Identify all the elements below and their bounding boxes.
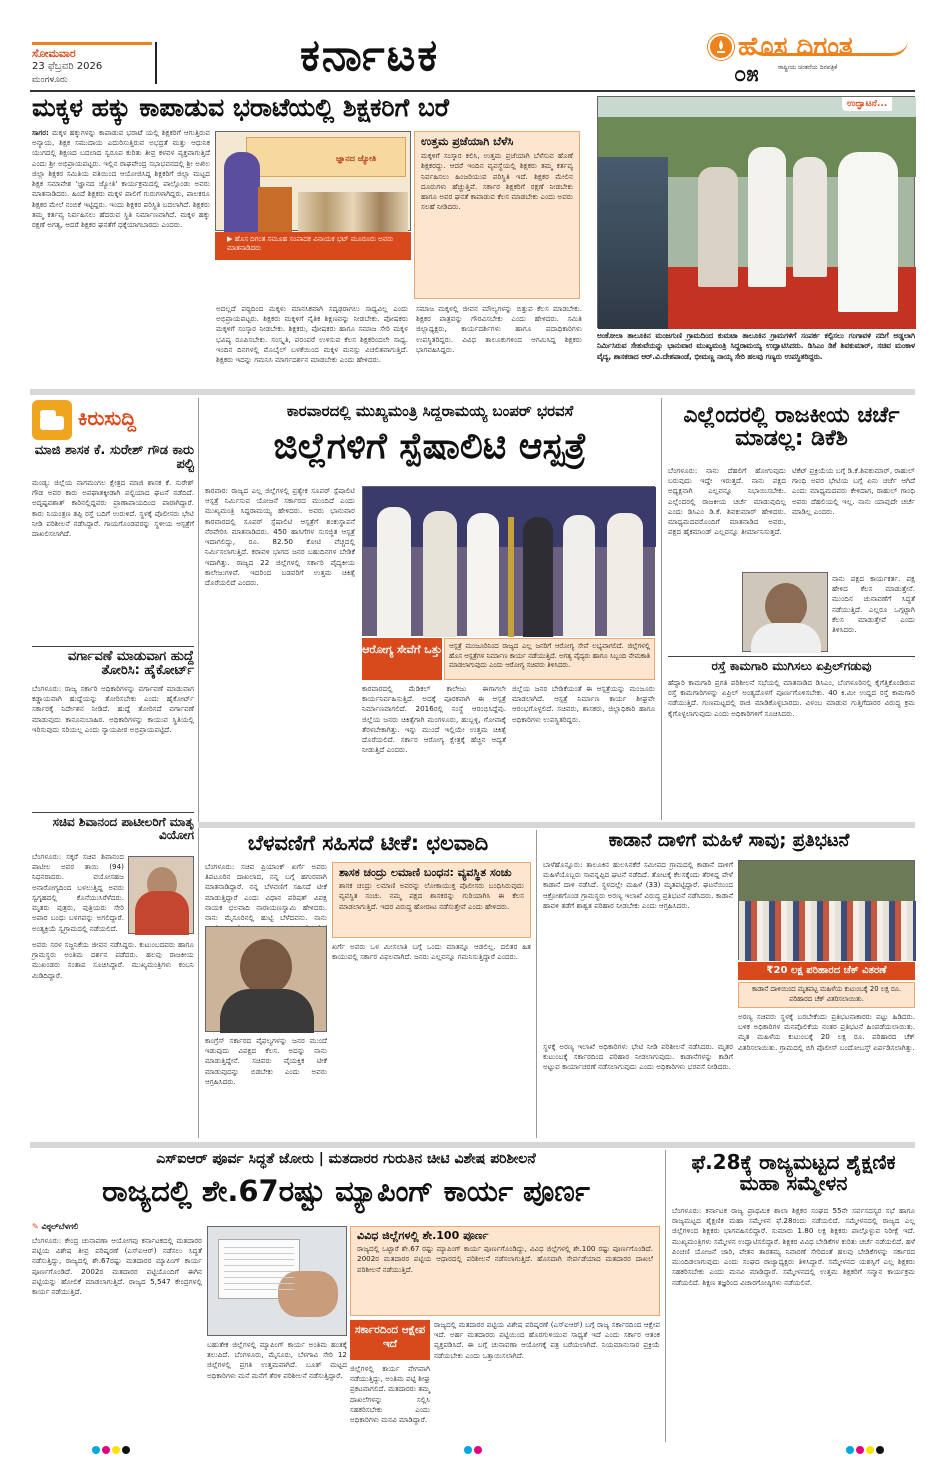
reg-mark [112,1446,120,1454]
portrait-body [751,623,821,653]
elephant-caption: ಕಾಡಾನೆ ದಾಳಿಯಿಂದ ಮೃತಪಟ್ಟ ಮಹಿಳೆಯ ಕುಟುಂಬಕ್ಕೆ 20 ಲಕ್ಷ ರೂ. ಪರಿಹಾರದ ಚೆಕ್ ವಿತರಿಸಲಾಯಿತು. [751,985,902,1003]
masthead [0,0,945,92]
dignitary [377,507,411,637]
story1-sidebox [414,131,580,299]
dignitary [423,511,457,637]
story1-col1 [32,128,210,386]
kiru-item3-title: ಸಚಿವ ಶಿವಾನಂದ ಪಾಟೀಲರಿಗೆ ಮಾತೃ ವಿಯೋಗ [52,815,194,842]
dignitary [607,513,643,637]
podium [258,187,292,232]
caption-arrow-icon: ▶ [227,235,233,243]
dks-road-text: ಹೆದ್ದಾರಿ ಕಾಮಗಾರಿ ಪ್ರಗತಿ ಪರಿಶೀಲನೆ ಸಭೆಯಲ್ಲಿ ಮಾತನಾಡಿದ ಡಿಸಿಎಂ, ಬೆಂಗಳೂರಿನಲ್ಲಿ ಕೈಗೆತ್ತಿಕೊಂಡಿರುವ ರಸ್ತೆ ಕಾಮಗಾರಿಗಳನ್ನು ಏಪ್ರಿಲ್ ಅಂತ್ಯದೊಳಗೆ ಪೂರ್ಣಗೊಳಿಸಬೇಕು. 40 ಕಿ.ಮೀ ಉದ್ದದ ರಸ್ತೆ ಕಾಮಗಾರಿ ನಡೆಯುತ್ತಿದೆ. ಗುಣಮಟ್ಟದಲ್ಲಿ ರಾಜಿ ಮಾಡಿಕೊಳ್ಳಬಾರದು. ವಿಳಂಬ ಮಾಡುವ ಗುತ್ತಿಗೆದಾರರ ವಿರುದ್ಧ ಕ್ರಮ ಕೈಗೊಳ್ಳಲಾಗುವುದು ಎಂದು ಅಧಿಕಾರಿಗಳಿಗೆ ಸೂಚಿಸಿದರು. [668,678,915,718]
dks-col3: ನಾನು ಪಕ್ಷದ ಕಾರ್ಯಕರ್ತ. ಪಕ್ಷ ಹೇಳಿದ ಕೆಲಸ ಮಾಡುತ್ತೇನೆ. ಮುಂದಿನ ಚುನಾವಣೆಗೆ ಸಿದ್ಧತೆ ನಡೆಯುತ್ತಿದೆ. ಎಲ್ಲರೂ ಒಗ್ಗಟ್ಟಾಗಿ ಕೆಲಸ ಮಾಡುತ್ತೇವೆ ಎಂದು ತಿಳಿಸಿದರು. [832,574,915,635]
bhalavadi-photo [205,926,327,1032]
section-title: ಕರ್ನಾಟಕ [300,30,440,81]
page-number: ೦೫ [734,62,759,87]
paper-tagline: ರಾಷ್ಟ್ರೀಯ ಚಿಂತನೆಯ ದಿನಪತ್ರಿಕೆ [778,64,838,71]
elephant-headline: ಕಾಡಾನೆ ದಾಳಿಗೆ ಮಹಿಳೆ ಸಾವು; ಪ್ರತಿಭಟನೆ [608,830,850,851]
sir-box-text: ರಾಜ್ಯದಲ್ಲಿ ಒಟ್ಟಾರೆ ಶೇ.67 ರಷ್ಟು ಮ್ಯಾಪಿಂಗ್ ಕಾರ್ಯ ಪೂರ್ಣಗೊಂಡಿದ್ದು, ವಿವಿಧ ಜಿಲ್ಲೆಗಳಲ್ಲಿ ಶೇ.100 ರಷ್ಟು ಪೂರ್ಣಗೊಂಡಿದೆ. 2002ರ ಮತದಾರರ ಪಟ್ಟಿಯ ಆಧಾರದಲ್ಲಿ ಪರಿಶೀಲನೆ ನಡೆಸಲಾಗುತ್ತಿದೆ. ಹೊಸದಾಗಿ ಸೇರ್ಪಡೆಯಾದ ಮತದಾರರ ದಾಖಲೆ ಪರಿಶೀಲನೆ ನಡೆಯುತ್ತಿದೆ. [357,1244,653,1274]
story1-caption-text: ಹೊಸ ದಿಗಂತ ಸಮೂಹ ಸಂಪಾದಕ ವಿನಾಯಕ ಭಟ್ ಮೂರೂರು ಅವರು ಮಾತನಾಡಿದರು [227,235,394,253]
bhalavadi-headline: ಬೆಳವಣಿಗೆ ಸಹಿಸದೆ ಟೀಕೆ: ಛಲವಾದಿ [247,831,489,855]
band-bottom [30,1142,915,1148]
sir-col2: ಬಹುತೇಕ ಜಿಲ್ಲೆಗಳಲ್ಲಿ ಮ್ಯಾಪಿಂಗ್ ಕಾರ್ಯ ಅಂತಿಮ ಹಂತಕ್ಕೆ ತಲುಪಿದೆ. ಬೆಂಗಳೂರು, ಮೈಸೂರು, ಬೆಳಗಾವಿ ಸೇರಿ 12 ಜಿಲ್ಲೆಗಳಲ್ಲಿ ಪ್ರಗತಿ ಉತ್ತಮವಾಗಿದೆ. ಬೂತ್ ಮಟ್ಟದ ಅಧಿಕಾರಿಗಳು ಮನೆ ಮನೆಗೆ ತೆರಳಿ ಪರಿಶೀಲನೆ ನಡೆಸುತ್ತಿದ್ದಾರೆ. [207,1340,347,1380]
sir-box [350,1226,660,1316]
sir-byline [32,1222,212,1234]
sir-byline-text: ವಿಠ್ಠಲ್‌ಬೆಳಗಲಿ [41,1222,79,1231]
band-top [30,389,915,395]
kiru-divider [198,398,199,1138]
form-lines [224,1247,294,1291]
reg-mark [846,1446,854,1454]
portrait-body [220,989,314,1033]
crowd [739,901,916,961]
portrait-shawl [135,891,189,935]
cm-divider [661,398,662,820]
date-box [32,42,152,85]
inauguration-label: ಉದ್ಘಾಟನೆ... [842,97,892,111]
reg-mark [122,1446,130,1454]
bhalavadi-box [332,862,531,938]
kiru-item2-text: ಬೆಂಗಳೂರು: ರಾಜ್ಯ ಸರ್ಕಾರಿ ಅಧಿಕಾರಿಗಳನ್ನು ವರ್ಗಾವಣೆ ಮಾಡುವಾಗ ಕಡ್ಡಾಯವಾಗಿ ಹುದ್ದೆಯನ್ನು ತೋರಿಸಬೇಕು ಎಂದು ಹೈಕೋರ್ಟ್ ಸರ್ಕಾರಕ್ಕೆ ನಿರ್ದೇಶನ ನೀಡಿದೆ. ಹುದ್ದೆ ತೋರಿಸದೆ ವರ್ಗಾವಣೆ ಮಾಡುವುದು ಕಾನೂನುಬಾಹಿರ. ಅಧಿಕಾರಿಗಳನ್ನು ಕಾಯುವ ಸ್ಥಿತಿಯಲ್ಲಿ ಇರಿಸುವುದು ಸರಿಯಲ್ಲ ಎಂದು ನ್ಯಾಯಪೀಠ ಅಭಿಪ್ರಾಯಪಟ್ಟಿದೆ. [32,684,194,734]
kiru-rule-1 [32,646,194,647]
bhalavadi-box-title: ಶಾಸಕ ಚಂದ್ರು ಲಮಾಣಿ ಬಂಧನ: ವ್ಯವಸ್ಥಿತ ಸಂಚು [339,866,512,879]
dignitary [467,513,499,637]
elephant-photo [738,860,915,960]
sidebox-text: ಮಕ್ಕಳಿಗೆ ಸಂಸ್ಕಾರ ಕಲಿಸಿ, ಉತ್ತಮ ಪ್ರಜೆಯಾಗಿ ಬೆಳೆಸುವ ಹೊಣೆ ಶಿಕ್ಷಕರದ್ದು. ಆದರೆ ಇಂದಿನ ವ್ಯವಸ್ಥೆಯಲ್ಲಿ ಶಿಕ್ಷಕರು ತಮ್ಮ ಕರ್ತವ್ಯ ನಿರ್ವಹಿಸಲು ಹಿಂಜರಿಯುವ ಪರಿಸ್ಥಿತಿ ಇದೆ. ಶಿಕ್ಷಕರ ಮೇಲಿನ ದೂರುಗಳು ಹೆಚ್ಚುತ್ತಿವೆ. ಸರ್ಕಾರ ಶಿಕ್ಷಕರಿಗೆ ರಕ್ಷಣೆ ನೀಡಬೇಕು ಹಾಗೂ ಅವರ ಘನತೆ ಕಾಪಾಡುವ ಕೆಲಸ ಮಾಡಬೇಕು ಎಂದು ಅವರು ಸಲಹೆ ನೀಡಿದರು. [421,151,573,212]
kiru-item1-text: ಮಂಡ್ಯ: ಜಿಲ್ಲೆಯ ನಾಗಮಂಗಲ ಕ್ಷೇತ್ರದ ಮಾಜಿ ಶಾಸಕ ಕೆ. ಸುರೇಶ್ ಗೌಡ ಅವರ ಕಾರು ಅಪಘಾತಕ್ಕೀಡಾಗಿ ಪಲ್ಟಿಯಾದ ಘಟನೆ ನಡೆದಿದೆ. ಅದೃಷ್ಟವಶಾತ್ ಕಾರಿನಲ್ಲಿದ್ದವರು ಪ್ರಾಣಾಪಾಯದಿಂದ ಪಾರಾಗಿದ್ದಾರೆ. ಕಾರು ನಿಯಂತ್ರಣ ತಪ್ಪಿ ರಸ್ತೆ ಬದಿಗೆ ಉರುಳಿದೆ. ಸ್ಥಳಕ್ಕೆ ಪೊಲೀಸರು ಭೇಟಿ ನೀಡಿ ಪರಿಶೀಲನೆ ನಡೆಸಿದ್ದಾರೆ. ಗಾಯಗೊಂಡವರನ್ನು ಸ್ಥಳೀಯ ಆಸ್ಪತ್ರೆಗೆ ದಾಖಲಿಸಲಾಗಿದೆ. [32,478,194,539]
sir-box-title: ವಿವಿಧ ಜಿಲ್ಲೆಗಳಲ್ಲಿ ಶೇ.100 ಪೂರ್ಣ [357,1229,489,1242]
sir-gov-text: ರಾಜ್ಯದಲ್ಲಿ ಮತದಾರರ ಪಟ್ಟಿಯ ವಿಶೇಷ ಪರಿಷ್ಕರಣೆ (ಎಸ್‌ಐಆರ್) ಬಗ್ಗೆ ರಾಜ್ಯ ಸರ್ಕಾರದಿಂದ ಆಕ್ಷೇಪ ಇದೆ. ಅರ್ಹ ಮತದಾರರು ಪಟ್ಟಿಯಿಂದ ಹೊರಗುಳಿಯುವ ಸಾಧ್ಯತೆ ಇದೆ ಎಂದು ಸರ್ಕಾರ ಆತಂಕ ವ್ಯಕ್ತಪಡಿಸಿದೆ. ಈ ಬಗ್ಗೆ ಚುನಾವಣಾ ಆಯೋಗಕ್ಕೆ ಪತ್ರ ಬರೆಯಲಾಗಿದೆ. ನಿಯಮಾನುಸಾರ ಪ್ರಕ್ರಿಯೆ ನಡೆಯಬೇಕು ಎಂದು ಒತ್ತಾಯಿಸಲಾಗಿದೆ. [434,1320,660,1360]
kiru-obituary-photo [128,856,194,934]
elephant-caption-box [738,982,915,1008]
story1-dateline: ಸಾಗರ: [32,128,49,137]
kiru-item3-text-tail: ಅವರು ಸರಳ ಸಜ್ಜನಿಕೆಯ ಜೀವನ ನಡೆಸಿದ್ದರು. ಕುಟುಂಬದವರು ಹಾಗೂ ಗ್ರಾಮಸ್ಥರು ಅಂತಿಮ ದರ್ಶನ ಪಡೆದರು. ಹಲವು ರಾಜಕೀಯ ಮುಖಂಡರು ಸಂತಾಪ ಸೂಚಿಸಿದ್ದಾರೆ. ಮುಖ್ಯಮಂತ್ರಿಗಳು ಕಂಬನಿ ಮಿಡಿದಿದ್ದಾರೆ. [32,940,194,980]
story1-caption [215,232,411,260]
speaker-figure [224,152,260,232]
cm-col3: ಜಿಲ್ಲೆಯ ಜನರ ಬೇಡಿಕೆಯಂತೆ ಈ ಆಸ್ಪತ್ರೆಯನ್ನು ಮಂಜೂರು ಮಾಡಲಾಗಿದೆ. ಆಸ್ಪತ್ರೆ ನಿರ್ಮಾಣ ಕಾರ್ಯ ಶೀಘ್ರವೇ ಆರಂಭಗೊಳ್ಳಲಿದೆ. ಸಚಿವರು, ಶಾಸಕರು, ಜಿಲ್ಲಾಧಿಕಾರಿ ಹಾಗೂ ಅಧಿಕಾರಿಗಳು ಉಪಸ್ಥಿತರಿದ್ದರು. [512,684,655,724]
dks-col2: ಟಿಕೆಟ್ ಪ್ರಕ್ರಿಯೆಯ ಬಗ್ಗೆ ಡಿ.ಕೆ.ಶಿವಕುಮಾರ್, ರಾಹುಲ್ ಗಾಂಧಿ ಅವರ ಭೇಟಿಯ ಬಗ್ಗೆ ಏನು ಚರ್ಚೆ ಆಗಿದೆ ಎಂದು ಮಾಧ್ಯಮದವರು ಕೇಳಿದಾಗ, ರಾಹುಲ್ ಗಾಂಧಿ ಅವರು ದೆಹಲಿಯಲ್ಲಿ ಇಲ್ಲ. ನಾನು ಯಾವುದೇ ಚರ್ಚೆ ಮಾಡಿಲ್ಲ ಎಂದರು. [792,466,915,516]
kiru-item3-text: ಬೆಂಗಳೂರು: ಸಕ್ಕರೆ ಸಚಿವ ಶಿವಾನಂದ ಪಾಟೀಲ ಅವರ ತಾಯಿ (94) ನಿಧನರಾದರು. ವಯೋಸಹಜ ಅನಾರೋಗ್ಯದಿಂದ ಬಳಲುತ್ತಿದ್ದ ಅವರು ಸ್ವಗೃಹದಲ್ಲಿ ಕೊನೆಯುಸಿರೆಳೆದರು. ಮೃತರು ಪುತ್ರರು, ಪುತ್ರಿಯರು ಸೇರಿ ಅಪಾರ ಬಂಧು ಬಳಗವನ್ನು ಅಗಲಿದ್ದಾರೆ. ಅಂತ್ಯಕ್ರಿಯೆ ಸ್ವಗ್ರಾಮದಲ್ಲಿ ನಡೆಯಲಿದೆ. [32,852,124,933]
crowd-left [598,157,668,329]
logo-swoosh [748,40,908,56]
dks-col1: ಬೆಂಗಳೂರು: ನಾನು ದೆಹಲಿಗೆ ಹೋಗುವುದು ಬರುವುದು ಇದ್ದೇ ಇರುತ್ತದೆ. ನಾನು ಪಕ್ಷದ ಅಧ್ಯಕ್ಷನಾಗಿ ಎಲ್ಲವನ್ನೂ ನಿಭಾಯಿಸಬೇಕು. ಎಲ್ಲೆಂದರಲ್ಲಿ ರಾಜಕೀಯ ಚರ್ಚೆ ಮಾಡುವುದಿಲ್ಲ ಎಂದು ಡಿಸಿಎಂ ಡಿ.ಕೆ. ಶಿವಕುಮಾರ್ ಹೇಳಿದರು. ಮಾಧ್ಯಮದವರೊಂದಿಗೆ ಮಾತನಾಡಿದ ಅವರು, ಪಕ್ಷದ ಹೈಕಮಾಂಡ್ ಎಲ್ಲವನ್ನೂ ತೀರ್ಮಾನಿಸುತ್ತದೆ. [668,466,786,537]
dignitary [523,517,553,637]
kiru-item2-title: ವರ್ಗಾವಣೆ ಮಾಡುವಾಗ ಹುದ್ದೆ ತೋರಿಸಿ: ಹೈಕೋರ್ಟ್ [67,649,194,678]
cm-col2: ಕಾರವಾರದಲ್ಲಿ ಮೆಡಿಕಲ್ ಕಾಲೇಜು ಈಗಾಗಲೇ ಕಾರ್ಯನಿರ್ವಹಿಸುತ್ತಿದೆ. ಅದಕ್ಕೆ ಪೂರಕವಾಗಿ ಈ ಆಸ್ಪತ್ರೆ ನಿರ್ಮಾಣವಾಗಲಿದೆ. 2016ರಲ್ಲಿ ಸಂಸ್ಥೆ ಆರಂಭಿಸಿದ್ದೆವು. ಜಿಲ್ಲೆಯ ಜನರು ಚಿಕಿತ್ಸೆಗಾಗಿ ಮಂಗಳೂರು, ಹುಬ್ಬಳ್ಳಿ, ಗೋವಾಕ್ಕೆ ತೆರಳಬೇಕಾಗಿತ್ತು. ಇನ್ನು ಮುಂದೆ ಇಲ್ಲಿಯೇ ಉತ್ತಮ ಚಿಕಿತ್ಸೆ ದೊರೆಯಲಿದೆ. ಸರ್ಕಾರ ಆರೋಗ್ಯ ಕ್ಷೇತ್ರಕ್ಕೆ ಹೆಚ್ಚಿನ ಆದ್ಯತೆ ನೀಡುತ್ತಿದೆ ಎಂದರು. [362,684,506,755]
bhalavadi-col1: ಬೆಂಗಳೂರು: ಸಚಿವ ಪ್ರಿಯಾಂಕ್ ಖರ್ಗೆ ಅವರು ತಿಪಟೂರಿನ ದಾಖಲಾದ, ನನ್ನ ಬಗ್ಗೆ ಹಗುರವಾಗಿ ಮಾತನಾಡಿದ್ದಾರೆ. ನನ್ನ ಬೆಳವಣಿಗೆ ಸಹಿಸದೆ ಟೀಕೆ ಮಾಡುತ್ತಿದ್ದಾರೆ ಎಂದು ವಿಧಾನ ಪರಿಷತ್ ವಿಪಕ್ಷ ನಾಯಕ ಛಲವಾದಿ ನಾರಾಯಣಸ್ವಾಮಿ ಹೇಳಿದರು. ನಾನು ಮೈಸೂರಿನಲ್ಲಿ ಹುಟ್ಟಿ ಬೆಳೆದವನು. ನಾನು [205,862,327,923]
byline-pen-icon: ✎ [32,1222,39,1231]
reg-mark [876,1446,884,1454]
date: 23 ಫೆಬ್ರವರಿ 2026 [32,61,103,72]
story1-headline: ಮಕ್ಕಳ ಹಕ್ಕು ಕಾಪಾಡುವ ಭರಾಟೆಯಲ್ಲಿ ಶಿಕ್ಷಕರಿಗೆ ಬರೆ [32,93,449,122]
bhalavadi-divider [536,830,537,1138]
weekday: ಸೋಮವಾರ [32,47,76,60]
guests-row [298,192,408,232]
reg-mark [856,1446,864,1454]
stage-banner-text: ಜ್ಞಾನದ ಜ್ಯೋತಿ [336,154,377,163]
sir-col1: ಬೆಂಗಳೂರು: ಕೇಂದ್ರ ಚುನಾವಣಾ ಆಯೋಗವು ಕರ್ನಾಟಕದಲ್ಲಿ ಮತದಾರರ ಪಟ್ಟಿಯ ವಿಶೇಷ ತೀವ್ರ ಪರಿಷ್ಕರಣೆ (ಎಸ್‌ಐಆರ್) ನಡೆಸಲು ಸಿದ್ಧತೆ ನಡೆಸುತ್ತಿದ್ದು, ರಾಜ್ಯದಲ್ಲಿ ಶೇ.67ರಷ್ಟು ಮತದಾರರ ಮ್ಯಾಪಿಂಗ್ ಕಾರ್ಯ ಪೂರ್ಣಗೊಂಡಿದೆ. 2002ರ ಮತದಾರರ ಪಟ್ಟಿಯೊಂದಿಗೆ ಈಗಿನ ಪಟ್ಟಿಯನ್ನು ಹೋಲಿಕೆ ಮಾಡಲಾಗುತ್ತಿದೆ. ರಾಜ್ಯದ 5,547 ಕೇಂದ್ರಗಳಲ್ಲಿ ಕಾರ್ಯ ನಡೆಯುತ್ತಿದೆ. [32,1236,202,1297]
inauguration-photo [597,96,915,328]
paper-name: ಹೊಸ ದಿಗಂತ [738,32,853,62]
reg-mark [866,1446,874,1454]
story1-col3: ಸಮಾಜ ಮಕ್ಕಳಲ್ಲಿ ಜೀವನ ಮೌಲ್ಯಗಳನ್ನು ಬಿತ್ತುವ ಕೆಲಸ ಮಾಡಬೇಕು. ಶಿಕ್ಷಕರ ಪಾತ್ರವನ್ನು ಗೌರವಿಸಬೇಕು ಎಂದು ಹೇಳಿದರು. ಸಮಿತಿ ಜಿಲ್ಲಾಧ್ಯಕ್ಷರು, ಕಾರ್ಯದರ್ಶಿಗಳು ಹಾಗೂ ಪದಾಧಿಕಾರಿಗಳು ಉಪಸ್ಥಿತರಿದ್ದರು. ವಿವಿಧ ತಾಲೂಕುಗಳಿಂದ ಆಗಮಿಸಿದ್ದ ಶಿಕ್ಷಕರು ಭಾಗವಹಿಸಿದ್ದರು. [416,304,582,354]
logo [698,30,913,88]
kiru-rule-2 [32,812,194,813]
edu-headline: ಫೆ.28ಕ್ಕೆ ರಾಜ್ಯಮಟ್ಟದ ಶೈಕ್ಷಣಿಕ ಮಹಾ ಸಮ್ಮೇಳನ [691,1150,896,1195]
sidebox-title: ಉತ್ತಮ ಪ್ರಜೆಯಾಗಿ ಬೆಳೆಸಿ [421,135,514,148]
edu-col1: ಬೆಂಗಳೂರು: ಕರ್ನಾಟಕ ರಾಜ್ಯ ಪ್ರಾಥಮಿಕ ಶಾಲಾ ಶಿಕ್ಷಕರ ಸಂಘದ 55ನೇ ಸರ್ವಸದಸ್ಯರ ಸಭೆ ಹಾಗೂ ರಾಜ್ಯಮಟ್ಟದ ಶೈಕ್ಷಣಿಕ ಮಹಾ ಸಮ್ಮೇಳನ ಫೆ.28ರಂದು ನಡೆಯಲಿದೆ. ಸಮ್ಮೇಳನದಲ್ಲಿ ರಾಜ್ಯದ ಎಲ್ಲ ಜಿಲ್ಲೆಗಳಿಂದ ಶಿಕ್ಷಕರು ಭಾಗವಹಿಸಲಿದ್ದಾರೆ. ಸುಮಾರು 1.80 ಲಕ್ಷ ಶಿಕ್ಷಕರು ಪಾಲ್ಗೊಳ್ಳುವ ನಿರೀಕ್ಷೆ ಇದೆ. ಮುಖ್ಯಮಂತ್ರಿಗಳು ಸಮ್ಮೇಳನ ಉದ್ಘಾಟಿಸಲಿದ್ದಾರೆ. ಶಿಕ್ಷಕರ ವಿವಿಧ ಬೇಡಿಕೆಗಳ ಕುರಿತು ಚರ್ಚೆ ನಡೆಯಲಿದೆ. ಹಳೆ ಪಿಂಚಣಿ ಯೋಜನೆ ಜಾರಿ, ವೇತನ ತಾರತಮ್ಯ ನಿವಾರಣೆ ಸೇರಿದಂತೆ ಹಲವು ಬೇಡಿಕೆಗಳನ್ನು ಸರ್ಕಾರದ ಮುಂದಿಡಲಾಗುವುದು ಎಂದು ಸಂಘದ ರಾಜ್ಯಾಧ್ಯಕ್ಷರು ತಿಳಿಸಿದ್ದಾರೆ. ಸಮ್ಮೇಳನದ ಯಶಸ್ಸಿಗೆ ಎಲ್ಲ ಶಿಕ್ಷಕರು ಸಹಕರಿಸಬೇಕು ಎಂದು ಮನವಿ ಮಾಡಿದ್ದಾರೆ. ಸಮ್ಮೇಳನದಲ್ಲಿ ಉತ್ತಮ ಶಿಕ್ಷಕರಿಗೆ ಸನ್ಮಾನ ಕಾರ್ಯಕ್ರಮ ನಡೆಯಲಿದೆ. ಶಿಕ್ಷಣ ತಜ್ಞರಿಂದ ವಿಚಾರಗೋಷ್ಠಿಗಳು ನಡೆಯಲಿವೆ. [672,1206,915,1287]
kirusuddi-header [32,400,194,440]
cm-health-text: ಆಸ್ಪತ್ರೆ ಮಂಜೂರಿನಿಂದ ರಾಜ್ಯದ ಎಲ್ಲ ಜನರಿಗೆ ಆರೋಗ್ಯ ಸೇವೆ ಲಭ್ಯವಾಗಲಿದೆ. ಜಿಲ್ಲೆಗಳಲ್ಲಿ ಹೊಸ ಆಸ್ಪತ್ರೆಗಳ ನಿರ್ಮಾಣ ಕಾರ್ಯ ನಡೆಯುತ್ತಿದೆ. ಅಗತ್ಯ ವೈದ್ಯರು ಹಾಗೂ ಸಿಬ್ಬಂದಿ ನೇಮಕಾತಿ ಮಾಡಲಾಗುವುದು ಎಂದು ಆರೋಗ್ಯ ಸಚಿವರು ತಿಳಿಸಿದರು. [449,642,650,670]
leader-figure [698,167,738,287]
portrait-head [240,939,292,995]
elephant-col3: ಅರಣ್ಯ ಸಚಿವರು ಸ್ಥಳಕ್ಕೆ ಬರಬೇಕೆಂದು ಪ್ರತಿಭಟನಾಕಾರರು ಪಟ್ಟು ಹಿಡಿದರು. ಬಳಿಕ ಅಧಿಕಾರಿಗಳ ಮನವೊಲಿಕೆಯ ನಂತರ ಪ್ರತಿಭಟನೆ ಹಿಂಪಡೆಯಲಾಯಿತು. ಮೃತ ಮಹಿಳೆಯ ಕುಟುಂಬಕ್ಕೆ 20 ಲಕ್ಷ ರೂ. ಪರಿಹಾರದ ಚೆಕ್ ವಿತರಿಸಲಾಯಿತು. ಗ್ರಾಮದಲ್ಲಿ ಬಿಗಿ ಪೊಲೀಸ್ ಬಂದೋಬಸ್ತ್ ಏರ್ಪಡಿಸಲಾಗಿತ್ತು. [738,1012,915,1052]
dks-road-title: ರಸ್ತೆ ಕಾಮಗಾರಿ ಮುಗಿಸಲು ಏಪ್ರಿಲ್‌ಗಡುವು [711,659,872,673]
reg-mark [92,1446,100,1454]
cm-col1: ಕಾರವಾರ: ರಾಜ್ಯದ ಎಲ್ಲ ಜಿಲ್ಲೆಗಳಲ್ಲಿ ಪ್ರತ್ಯೇಕ ಸೂಪರ್ ಸ್ಪೆಷಾಲಿಟಿ ಆಸ್ಪತ್ರೆ ನಿರ್ಮಿಸುವ ಯೋಜನೆ ಸರ್ಕಾರದ ಮುಂದಿದೆ ಎಂದು ಮುಖ್ಯಮಂತ್ರಿ ಸಿದ್ದರಾಮಯ್ಯ ಹೇಳಿದರು. ಅವರು ಭಾನುವಾರ ಕಾರವಾರದಲ್ಲಿ ಸೂಪರ್ ಸ್ಪೆಷಾಲಿಟಿ ಆಸ್ಪತ್ರೆಗೆ ಶಂಕುಸ್ಥಾಪನೆ ನೆರವೇರಿಸಿ ಮಾತನಾಡಿದರು. 450 ಹಾಸಿಗೆಗಳ ಸುಸಜ್ಜಿತ ಆಸ್ಪತ್ರೆ ಇದಾಗಲಿದ್ದು, ರೂ. 82.50 ಕೋಟಿ ವೆಚ್ಚದಲ್ಲಿ ನಿರ್ಮಿಸಲಾಗುತ್ತಿದೆ. ಕರಾವಳಿ ಭಾಗದ ಜನರ ಬಹುದಿನಗಳ ಬೇಡಿಕೆ ಇದಾಗಿತ್ತು. ರಾಜ್ಯದ 22 ಜಿಲ್ಲೆಗಳಲ್ಲಿ ಸರ್ಕಾರಿ ವೈದ್ಯಕೀಯ ಕಾಲೇಜುಗಳಿವೆ. ಇದರಿಂದ ಬಡವರಿಗೆ ಉತ್ತಮ ಚಿಕಿತ್ಸೆ ದೊರೆಯಲಿದೆ ಎಂದರು. [205,486,355,587]
stage-banner [246,137,406,177]
cm-headline: ಜಿಲ್ಲೆಗಳಿಗೆ ಸ್ಪೆಷಾಲಿಟಿ ಆಸ್ಪತ್ರೆ [273,426,587,467]
dignitary [563,515,595,637]
leader-figure [838,152,898,312]
inauguration-caption: ಅಂಕೋಲಾ ತಾಲೂಕಿನ ಮಂಜಗುಣಿ ಗ್ರಾಮದಿಂದ ಕುಮಟಾ ತಾಲೂಕಿನ ಗ್ರಾಮಗಳಿಗೆ ಸಂಪರ್ಕ ಕಲ್ಪಿಸಲು ಗಂಗಾವಳಿ ನದಿಗೆ ಅಡ್ಡಲಾಗಿ ನಿರ್ಮಿಸಿರುವ ಸೇತುವೆಯನ್ನು ಭಾನುವಾರ ಮುಖ್ಯಮಂತ್ರಿ ಸಿದ್ದರಾಮಯ್ಯ ಉದ್ಘಾಟಿಸಿದರು. ಡಿಸಿಎಂ ಡಿಕೆ ಶಿವಕುಮಾರ್, ಸಚಿವ ಮಂಕಾಳ ವೈದ್ಯ, ಶಾಸಕರಾದ ಆರ್.ವಿ.ದೇಶಪಾಂಡೆ, ಭೀಮಣ್ಣ ನಾಯ್ಕ ಸೇರಿ ಹಲವು ಗಣ್ಯರು ಉಪಸ್ಥಿತರಿದ್ದರು. [597,331,915,361]
story1-photo [215,131,411,231]
logo-emblem [708,34,734,60]
story1-col1-text: ಮಕ್ಕಳ ಹಕ್ಕುಗಳನ್ನು ಕಾಪಾಡುವ ಭರಾಟೆ ಯಲ್ಲಿ ಶಿಕ್ಷಕರಿಗೆ ಆಗುತ್ತಿರುವ ಅನ್ಯಾಯ, ಶಿಕ್ಷಕ ಸಮುದಾಯ ಎದುರಿಸುತ್ತಿರುವ ಅಭದ್ರತೆ ಮತ್ತು ಆಧುನಿಕ ಯುಗದಲ್ಲಿ ಶಿಕ್ಷಣದ ಬದಲಾದ ಸ್ವರೂಪ ಕುರಿತು ತೀವ್ರ ಕಳವಳ ವ್ಯಕ್ತವಾಗುತ್ತಿದೆ ಎಂದು ಶ್ರೀ ಅಭಿಪ್ರಾಯಪಟ್ಟರು. ಇಲ್ಲಿನ ರಾಘವೇಂದ್ರ ಸಭಾಭವನದಲ್ಲಿ ಶ್ರೀ ಅಖಿಲ ಜಿಲ್ಲಾ ಶಿಕ್ಷಕರ ಸಮಿತಿಯ ವತಿಯಿಂದ ಆಯೋಜಿಸಿದ್ದ ಶಿಕ್ಷಕರಿಗೆ ಜಿಲ್ಲಾ ಮಟ್ಟದ ಶಿಕ್ಷಕ ಸಮಾವೇಶ 'ಜ್ಞಾನದ ಜ್ಯೋತಿ' ಕಾರ್ಯಕ್ರಮದಲ್ಲಿ ಪಾಲ್ಗೊಂಡು ಅವರು ಮಾತನಾಡಿದರು. ಹಿಂದೆ ಶಿಕ್ಷಕರು ಮಕ್ಕಳ ಪಾಲಿಗೆ ಗುರುಗಳಾಗಿದ್ದರು, ಪಾಲಕರೂ ಶಿಕ್ಷಕರ ಮೇಲೆ ನಂಬಿಕೆ ಇಟ್ಟಿದ್ದರು. ಇಂದು ಶಿಕ್ಷಕರ ಪರಿಸ್ಥಿತಿ ಬದಲಾಗಿದೆ. ಶಿಕ್ಷಕರು ತಮ್ಮ ಕರ್ತವ್ಯ ನಿರ್ವಹಿಸಲು ಹೆದರುವ ಸ್ಥಿತಿ ನಿರ್ಮಾಣವಾಗಿದೆ. ಮಕ್ಕಳ ಹಕ್ಕು ರಕ್ಷಣೆ ಅಗತ್ಯ, ಆದರೆ ಶಿಕ್ಷಕರ ಘನತೆಗೆ ಧಕ್ಕೆಯಾಗಬಾರದು ಎಂದರು. [32,128,210,229]
pointing-hand-icon [32,400,72,440]
kirusuddi-label: ಕಿರುಸುದ್ದಿ [78,406,137,430]
reg-mark [102,1446,110,1454]
city: ಮಂಗಳೂರು [32,75,68,85]
leader-figure [748,147,786,287]
sir-divider [665,1150,666,1442]
masthead-rule [30,90,915,92]
kirusuddi-hand-icon [32,400,72,440]
sir-kicker: ಎಸ್‌ಐಆರ್ ಪೂರ್ವ ಸಿದ್ಧತೆ ಜೋರು | ಮತದಾರರ ಗುರುತಿನ ಚೀಟಿ ವಿಶೇಷ ಪರಿಶೀಲನೆ [156,1151,536,1167]
dks-rule [668,656,915,657]
kiru-item1-title: ಮಾಜಿ ಶಾಸಕ ಕೆ. ಸುರೇಶ್ ಗೌಡ ಕಾರು ಪಲ್ಟಿ [34,443,194,472]
sir-headline: ರಾಜ್ಯದಲ್ಲಿ ಶೇ.67ರಷ್ಟು ಮ್ಯಾಪಿಂಗ್ ಕಾರ್ಯ ಪೂರ್ಣ [102,1174,590,1208]
elephant-col1: ಬಾಳೆಹೊನ್ನೂರು: ತಾಲೂಕಿನ ಹುಲಸಿನಕೆರೆ ಸಮೀಪದ ಗ್ರಾಮದಲ್ಲಿ ಕಾಡಾನೆ ದಾಳಿಗೆ ಮಹಿಳೆಯೊಬ್ಬರು ಸಾವನ್ನಪ್ಪಿದ ಘಟನೆ ನಡೆದಿದೆ. ತೋಟಕ್ಕೆ ಕೆಲಸಕ್ಕೆಂದು ತೆರಳಿದ್ದ ವೇಳೆ ಕಾಡಾನೆ ದಾಳಿ ನಡೆಸಿದೆ. ಸ್ಥಳದಲ್ಲೇ ಮಹಿಳೆ (33) ಮೃತಪಟ್ಟಿದ್ದಾರೆ. ಘಟನೆಯಿಂದ ಆಕ್ರೋಶಗೊಂಡ ಗ್ರಾಮಸ್ಥರು ಅರಣ್ಯ ಇಲಾಖೆ ವಿರುದ್ಧ ಪ್ರತಿಭಟನೆ ನಡೆಸಿದರು. ಕಾಡಾನೆ ಹಾವಳಿ ತಡೆಗೆ ಶಾಶ್ವತ ಪರಿಹಾರ ನೀಡಬೇಕು ಎಂದು ಆಗ್ರಹಿಸಿದರು. [543,860,733,910]
band-mid [198,822,915,828]
lamp-stand [508,517,514,637]
cm-health-badge: ಆರೋಗ್ಯ ಸೇವೆಗೆ ಒತ್ತು [362,638,442,680]
divider-left [155,42,157,84]
compensation-badge: ₹20 ಲಕ್ಷ ಪರಿಹಾರದ ಚೆಕ್ ವಿತರಣೆ [738,962,915,980]
cm-kicker: ಕಾರವಾರದಲ್ಲಿ ಮುಖ್ಯಮಂತ್ರಿ ಸಿದ್ದರಾಮಯ್ಯ ಬಂಪರ್ ಭರವಸೆ [286,402,574,420]
lamp-icon [710,36,732,58]
bhalavadi-col3: ಖರ್ಗೆ ಅವರು ಒಳ ಮೀಸಲಾತಿ ಬಗ್ಗೆ ಒಂದು ಮಾತನ್ನೂ ಆಡಲಿಲ್ಲ. ದಲಿತರ ಹಿತ ಕಾಯುವಲ್ಲಿ ಸರ್ಕಾರ ವಿಫಲವಾಗಿದೆ. ಜನರು ಎಲ್ಲವನ್ನೂ ಗಮನಿಸುತ್ತಿದ್ದಾರೆ ಎಂದರು. [332,942,531,962]
bhalavadi-box-text: ಶಾಸಕ ಚಂದ್ರು ಲಮಾಣಿ ಅವರನ್ನು ಲೋಕಾಯುಕ್ತ ಪೊಲೀಸರು ಬಂಧಿಸಿರುವುದು ವ್ಯವಸ್ಥಿತ ಸಂಚು. ನಮ್ಮ ಪಕ್ಷದ ಶಾಸಕರನ್ನು ಗುರಿಯಾಗಿಸಿ ಈ ಕೆಲಸ ಮಾಡಲಾಗುತ್ತಿದೆ. ಇದರ ವಿರುದ್ಧ ಹೋರಾಟ ನಡೆಸುತ್ತೇವೆ ಎಂದು ಹೇಳಿದರು. [339,881,524,911]
sir-col3: ಜಿಲ್ಲೆಗಳಲ್ಲಿ ಕಾರ್ಯ ವೇಗವಾಗಿ ನಡೆಯುತ್ತಿದ್ದು, ಅಂತಿಮ ಪಟ್ಟಿ ಶೀಘ್ರ ಪ್ರಕಟವಾಗಲಿದೆ. ಮತದಾರರು ತಮ್ಮ ದಾಖಲೆಗಳನ್ನು ಸಲ್ಲಿಸಿ ಸಹಕರಿಸಬೇಕು ಎಂದು ಅಧಿಕಾರಿಗಳು ಮನವಿ ಮಾಡಿದ್ದಾರೆ. [350,1364,430,1425]
dks-headline: ಎಲ್ಲೆಂದರಲ್ಲಿ ರಾಜಕೀಯ ಚರ್ಚೆ ಮಾಡಲ್ಲ: ಡಿಕೆಶಿ [683,403,900,452]
cm-photo [362,486,655,636]
leader-figure [793,157,827,277]
reg-mark [474,1446,482,1454]
elephant-col2: ಸ್ಥಳಕ್ಕೆ ಅರಣ್ಯ ಇಲಾಖೆ ಅಧಿಕಾರಿಗಳು ಭೇಟಿ ನೀಡಿ ಪರಿಶೀಲನೆ ನಡೆಸಿದರು. ಮೃತರ ಕುಟುಂಬಕ್ಕೆ ಸರ್ಕಾರದಿಂದ ಪರಿಹಾರ ನೀಡಲಾಗುವುದು. ಕಾಡಾನೆಗಳನ್ನು ಕಾಡಿಗೆ ಅಟ್ಟುವ ಕಾರ್ಯಾಚರಣೆ ನಡೆಸಲಾಗುವುದು ಎಂದು ಅಧಿಕಾರಿಗಳು ಭರವಸೆ ನೀಡಿದರು. [543,1042,733,1072]
bhalavadi-col2: ಕಾಂಗ್ರೆಸ್ ಸರ್ಕಾರದ ವೈಫಲ್ಯಗಳನ್ನು ಜನರ ಮುಂದೆ ಇಡುವುದು ವಿಪಕ್ಷದ ಕೆಲಸ. ಅದನ್ನು ನಾನು ಮಾಡುತ್ತಿದ್ದೇನೆ. ಸಚಿವರು ವೈಯಕ್ತಿಕ ಟೀಕೆ ಮಾಡುವುದನ್ನು ಬಿಡಬೇಕು ಎಂದು ಅವರು ಆಗ್ರಹಿಸಿದರು. [205,1036,327,1086]
dks-photo [742,572,828,652]
sir-gov-badge: ಸರ್ಕಾರದಿಂದ ಆಕ್ಷೇಪ ಇದೆ [350,1320,430,1360]
reg-mark [464,1446,472,1454]
sir-photo [207,1226,347,1336]
story1-col2: ಅದಲ್ಲದೆ ಪಠ್ಯದಿಂದ ಮಕ್ಕಳು ಮಾನಸಿಕವಾಗಿ ಸದೃಢರಾಗಲು ಸಾಧ್ಯವಿಲ್ಲ ಎಂದು ಅಭಿಪ್ರಾಯಪಟ್ಟರು. ಶಿಕ್ಷಕರು ಮಕ್ಕಳಿಗೆ ನೈತಿಕ ಶಿಕ್ಷಣವನ್ನು ನೀಡಬೇಕು. ಪೋಷಕರು ಮಕ್ಕಳಿಗೆ ಸಂಸ್ಕಾರ ನೀಡಬೇಕು. ಶಿಕ್ಷಕರು, ಪೋಷಕರು ಹಾಗೂ ಸಮಾಜ ಸೇರಿ ಮಕ್ಕಳ ಭವಿಷ್ಯ ರೂಪಿಸಬೇಕು. ಸಂಸ್ಕೃತಿ, ಪರಂಪರೆ ಉಳಿಸುವ ಕೆಲಸ ಶಿಕ್ಷಕರಿಂದಲೇ ಸಾಧ್ಯ. ಇಂದಿನ ದಿನಗಳಲ್ಲಿ ಮೊಬೈಲ್ ಬಳಕೆಯಿಂದ ಮಕ್ಕಳ ಮನಸ್ಸು ವಿಚಲಿತವಾಗುತ್ತಿದೆ. ಶಿಕ್ಷಕರು ಇದನ್ನು ಗಮನಿಸಿ ಮಾರ್ಗದರ್ಶನ ಮಾಡಬೇಕು ಎಂದು ಹೇಳಿದರು. [216,304,408,365]
cm-health-box [444,638,655,680]
